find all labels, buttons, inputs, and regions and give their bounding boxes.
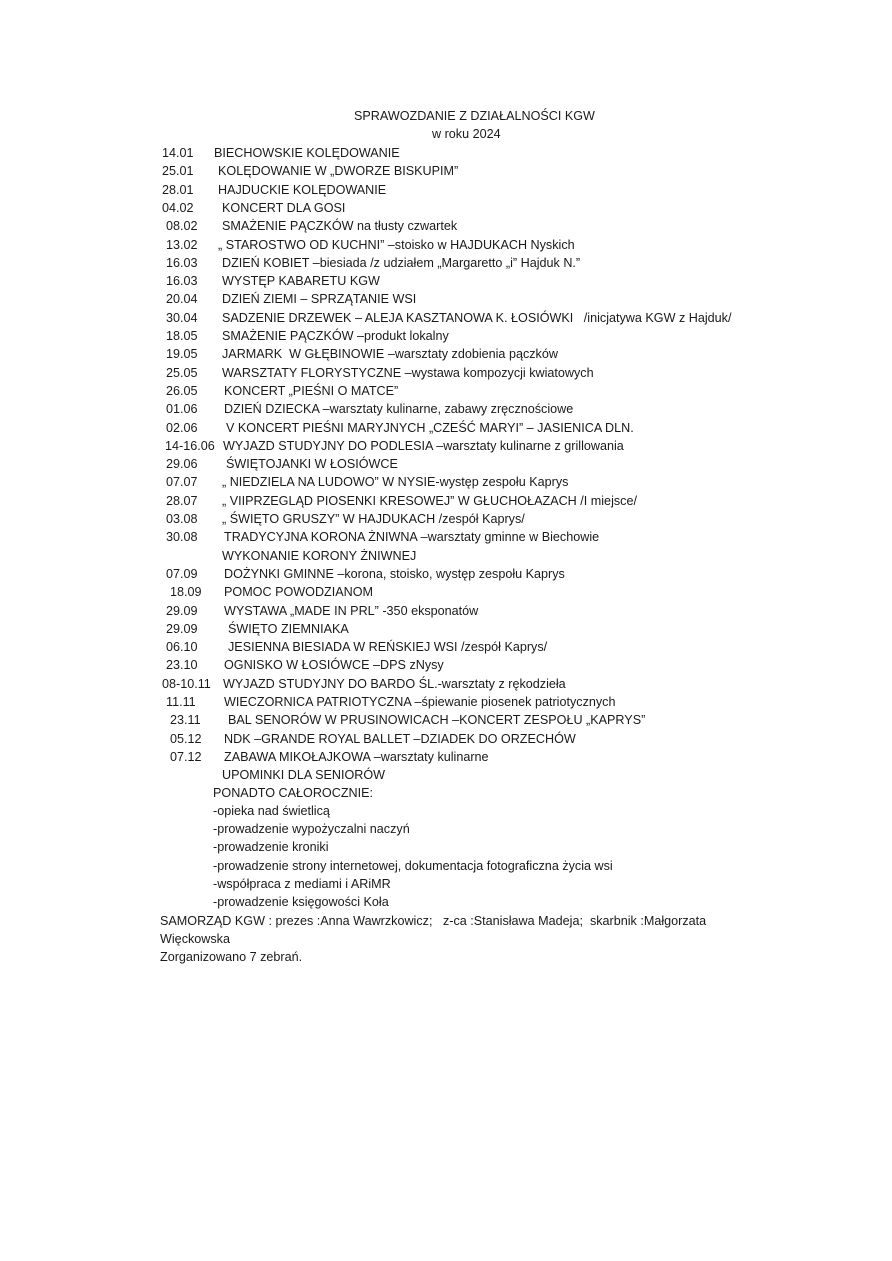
entry-text: „ ŚWIĘTO GRUSZY” W HAJDUKACH /zespół Kaprys/ [222, 512, 525, 526]
board-line-2: Więckowska [160, 932, 230, 946]
entry-text: SADZENIE DRZEWEK – ALEJA KASZTANOWA K. ŁOSIÓWKI /inicjatywa KGW z Hajduk/ [222, 310, 732, 325]
entry-date: 18.09 [170, 585, 202, 600]
entry-text: ZABAWA MIKOŁAJKOWA –warsztaty kulinarne [224, 749, 489, 764]
entry-text: V KONCERT PIEŚNI MARYJNYCH „CZEŚĆ MARYI” – JASIENICA DLN. [226, 420, 634, 435]
entry-date: 29.06 [166, 457, 198, 472]
yearround-item: -prowadzenie wypożyczalni naczyń [213, 822, 410, 837]
entry-text: KONCERT „PIEŚNI O MATCE” [224, 383, 399, 398]
entry-text: BAL SENORÓW W PRUSINOWICACH –KONCERT ZESPOŁU „KAPRYS” [228, 713, 646, 728]
entry-date: 04.02 [162, 200, 194, 215]
yearround-item: -opieka nad świetlicą [213, 804, 330, 818]
entry-date: 29.09 [166, 621, 198, 636]
entry-text: „ NIEDZIELA NA LUDOWO” W NYSIE-występ zespołu Kaprys [222, 475, 569, 490]
entry-text: JARMARK W GŁĘBINOWIE –warsztaty zdobienia pączków [222, 347, 558, 362]
document-title: SPRAWOZDANIE Z DZIAŁALNOŚCI KGW [354, 109, 595, 123]
entry-text: BIECHOWSKIE KOLĘDOWANIE [214, 146, 400, 160]
entry-date: 29.09 [166, 603, 198, 618]
entry-date: 13.02 [166, 237, 198, 252]
entry-date: 11.11 [166, 695, 196, 709]
entry-date: 30.08 [166, 530, 198, 545]
entry-date: 05.12 [170, 731, 202, 746]
yearround-item: -współpraca z mediami i ARiMR [213, 876, 391, 891]
entry-text: WARSZTATY FLORYSTYCZNE –wystawa kompozycji kwiatowych [222, 365, 594, 380]
entry-date: 23.10 [166, 658, 198, 673]
entry-text: SMAŻENIE PĄCZKÓW –produkt lokalny [222, 329, 449, 343]
entry-date: 01.06 [166, 402, 198, 417]
entry-text: WYJAZD STUDYJNY DO BARDO ŚL.-warsztaty z rękodzieła [223, 676, 566, 691]
entry-text: DOŻYNKI GMINNE –korona, stoisko, występ zespołu Kaprys [224, 566, 565, 581]
entry-date: 26.05 [166, 383, 198, 398]
entry-date: 23.11 [170, 713, 201, 728]
entry-text: „ VIIPRZEGLĄD PIOSENKI KRESOWEJ” W GŁUCHOŁAZACH /I miejsce/ [222, 493, 637, 508]
entry-text: DZIEŃ ZIEMI – SPRZĄTANIE WSI [222, 292, 417, 307]
entry-text: OGNISKO W ŁOSIÓWCE –DPS zNysy [224, 658, 444, 673]
board-line-1: SAMORZĄD KGW : prezes :Anna Wawrzkowicz; z-ca :Stanisława Madeja; skarbnik :Małgorzata [160, 914, 707, 928]
entry-date: 06.10 [166, 640, 198, 655]
yearround-item: -prowadzenie księgowości Koła [213, 895, 389, 909]
entry-text: POMOC POWODZIANOM [224, 585, 374, 600]
entry-date: 16.03 [166, 274, 198, 289]
entry-date: 30.04 [166, 310, 198, 325]
entry-text: ŚWIĘTO ZIEMNIAKA [228, 621, 349, 636]
entry-date: 16.03 [166, 255, 198, 270]
entry-date: 07.07 [166, 475, 198, 490]
entry-date: 14.01 [162, 146, 194, 160]
entry-text: HAJDUCKIE KOLĘDOWANIE [218, 182, 387, 197]
meetings-note: Zorganizowano 7 zebrań. [160, 950, 303, 964]
yearround-item: -prowadzenie kroniki [213, 840, 329, 855]
entry-date: 20.04 [166, 292, 198, 307]
document-subtitle: w roku 2024 [432, 127, 501, 141]
entry-date: 03.08 [166, 512, 198, 526]
entry-text: JESIENNA BIESIADA W REŃSKIEJ WSI /zespół Kaprys/ [228, 640, 548, 655]
entry-date: 02.06 [166, 420, 198, 435]
entry-date: 28.07 [166, 493, 198, 508]
entry-date: 28.01 [162, 182, 194, 197]
entry-text: SMAŻENIE PĄCZKÓW na tłusty czwartek [222, 219, 458, 234]
entry-text: UPOMINKI DLA SENIORÓW [222, 768, 386, 783]
entry-date: 07.09 [166, 566, 198, 581]
entry-date: 07.12 [170, 749, 202, 764]
yearround-heading: PONADTO CAŁOROCZNIE: [213, 786, 374, 800]
entry-text: WIECZORNICA PATRIOTYCZNA –śpiewanie piosenek patriotycznych [224, 695, 616, 709]
entry-date: 14-16.06 [165, 438, 215, 453]
entry-text: KOLĘDOWANIE W „DWORZE BISKUPIM” [218, 164, 459, 179]
entry-date: 18.05 [166, 329, 198, 343]
entry-date: 08-10.11 [162, 676, 211, 691]
entry-text: NDK –GRANDE ROYAL BALLET –DZIADEK DO ORZECHÓW [224, 731, 576, 746]
yearround-item: -prowadzenie strony internetowej, dokumentacja fotograficzna życia wsi [213, 858, 613, 873]
entry-text: DZIEŃ KOBIET –biesiada /z udziałem „Margaretto „i” Hajduk N.” [222, 255, 581, 270]
entry-date: 25.01 [162, 164, 194, 179]
entry-text: „ STAROSTWO OD KUCHNI” –stoisko w HAJDUKACH Nyskich [218, 237, 575, 252]
entry-date: 08.02 [166, 219, 198, 234]
entry-text: WYKONANIE KORONY ŻNIWNEJ [222, 548, 417, 563]
entry-text: TRADYCYJNA KORONA ŻNIWNA –warsztaty gminne w Biechowie [224, 530, 600, 545]
entry-text: WYSTAWA „MADE IN PRL” -350 eksponatów [224, 603, 479, 618]
entry-text: KONCERT DLA GOSI [222, 200, 346, 215]
entry-date: 25.05 [166, 365, 198, 380]
entry-date: 19.05 [166, 347, 198, 362]
entry-text: DZIEŃ DZIECKA –warsztaty kulinarne, zabawy zręcznościowe [224, 402, 574, 417]
entry-text: ŚWIĘTOJANKI W ŁOSIÓWCE [226, 457, 398, 472]
entry-text: WYSTĘP KABARETU KGW [222, 274, 380, 289]
entry-text: WYJAZD STUDYJNY DO PODLESIA –warsztaty kulinarne z grillowania [223, 438, 624, 453]
